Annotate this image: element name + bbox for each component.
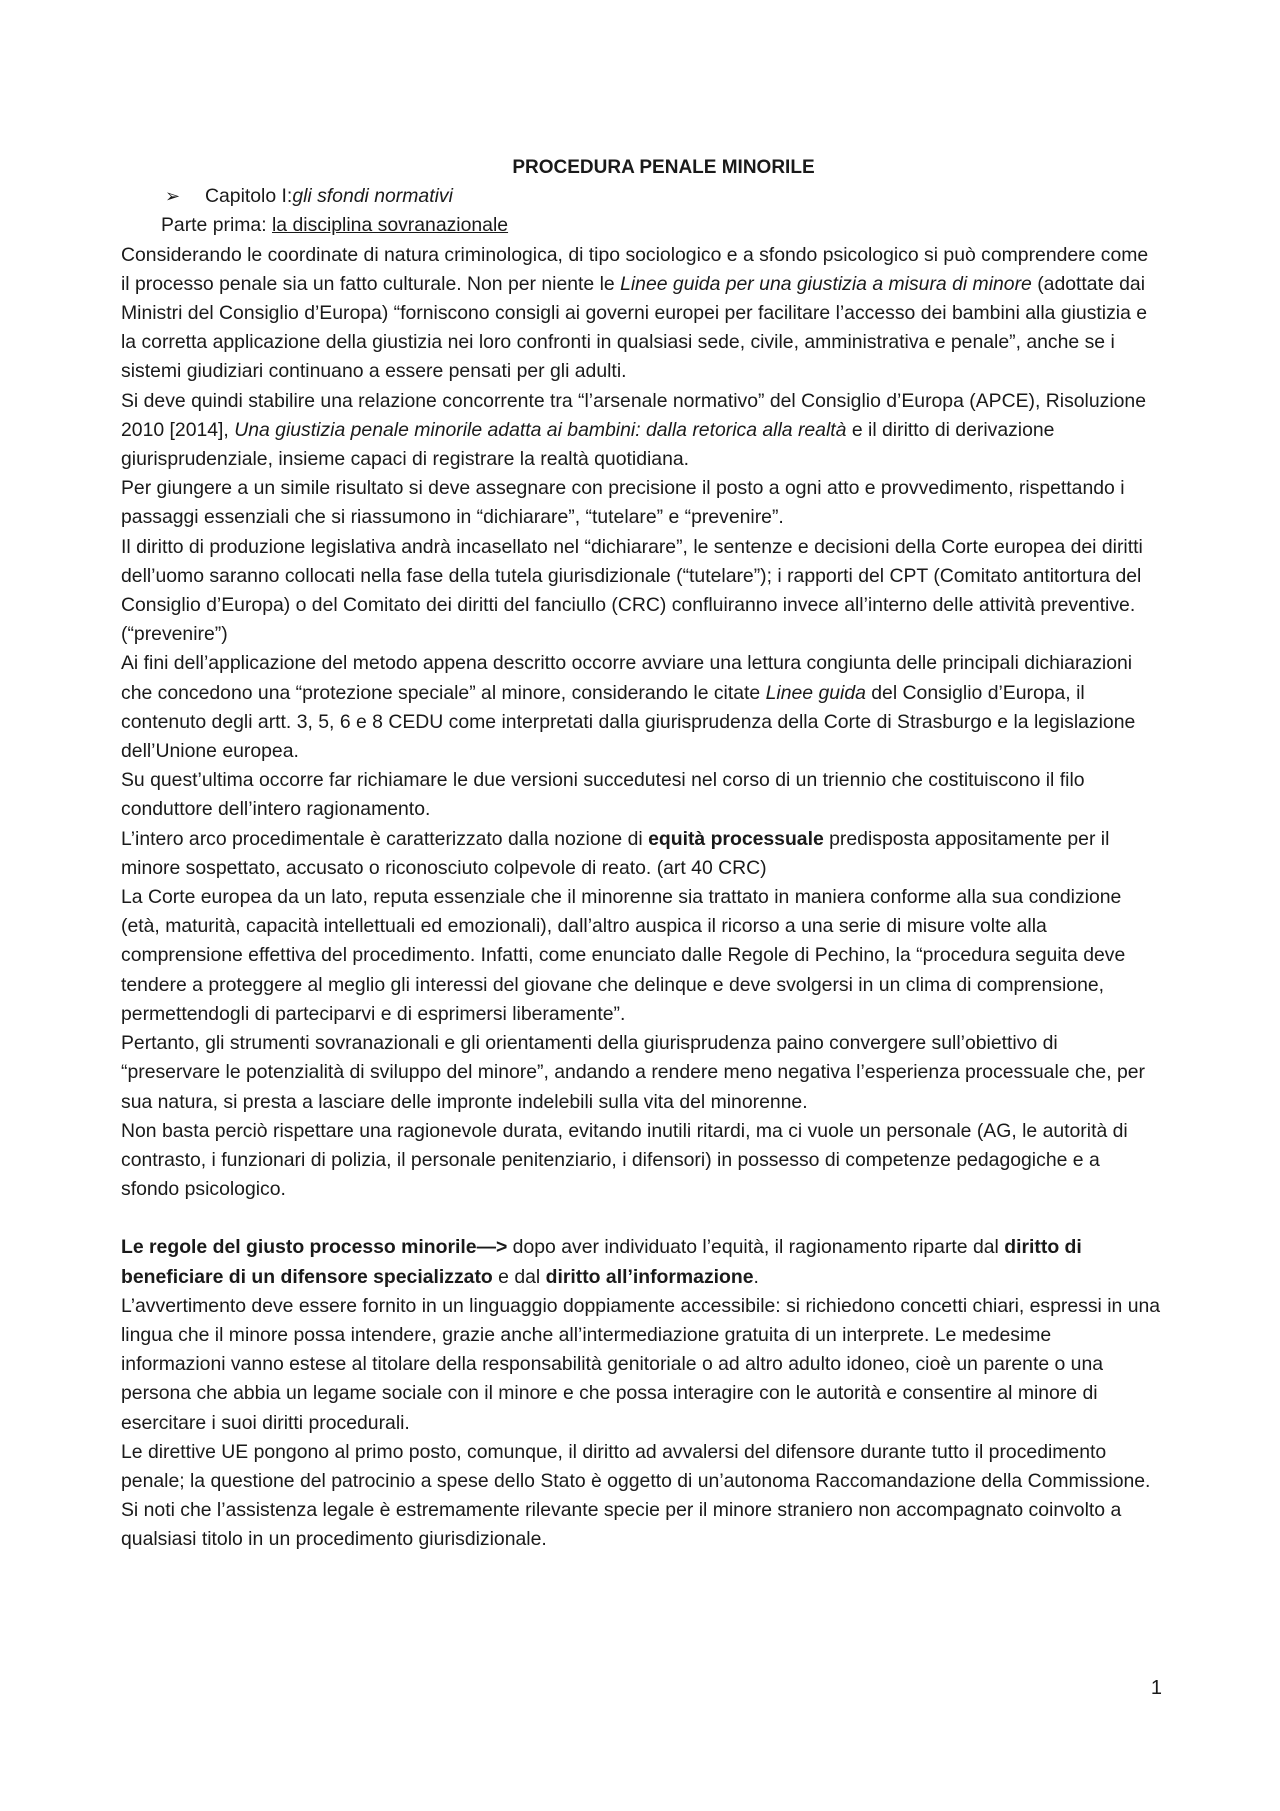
paragraph-text: e dal	[492, 1265, 546, 1288]
paragraph-4: Il diritto di produzione legislativa andrà incasellato nel “dichiarare”, le sentenze e decisioni della Corte europea dei diritti dell’uomo saranno collocati nella fase della tutela giurisdizionale (“tutelare”); i rapporti del CPT (Comitato antitortura del Consiglio d’Europa) o del Comitato dei diritti del fanciullo (CRC) confluiranno invece all’interno delle attività preventive. (“prevenire”)	[121, 535, 1143, 646]
page-number: 1	[1150, 1677, 1162, 1699]
paragraph-14: Si noti che l’assistenza legale è estremamente rilevante specie per il minore straniero non accompagnato coinvolto a qualsiasi titolo in un procedimento giurisdizionale.	[121, 1499, 1122, 1551]
paragraph-spacer	[121, 1204, 1161, 1233]
paragraph-6: Su quest’ultima occorre far richiamare le due versioni succedutesi nel corso di un triennio che costituiscono il filo conduttore dell’intero ragionamento.	[121, 769, 1085, 821]
bold-term: Le regole del giusto processo minorile—>	[121, 1236, 508, 1259]
paragraph-2	[121, 387, 1161, 475]
arrow-bullet-icon: ➢	[165, 186, 181, 207]
paragraph-text: del Consiglio d’Europa, il contenuto degli artt. 3, 5, 6 e 8 CEDU come interpretati dalla giurisprudenza della Corte di Strasburgo e la legislazione dell’Unione europea.	[121, 681, 1136, 763]
part-label: Parte prima:	[161, 214, 272, 237]
paragraph-text: .	[753, 1265, 759, 1288]
paragraph-11	[121, 1233, 1161, 1291]
bold-term: equità processuale	[648, 827, 824, 850]
paragraph-text: Considerando le coordinate di natura criminologica, di tipo sociologico e a sfondo psicologico si può comprendere come il processo penale sia un fatto culturale. Non per niente le	[121, 243, 1149, 295]
paragraph-1	[121, 241, 1161, 387]
document-title: PROCEDURA PENALE MINORILE	[512, 157, 815, 178]
paragraph-text: dopo aver individuato l’equità, il ragionamento riparte dal	[507, 1236, 1005, 1259]
paragraph-8: La Corte europea da un lato, reputa essenziale che il minorenne sia trattato in maniera conforme alla sua condizione (età, maturità, capacità intellettuali ed emozionali), dall’altro auspica il ricorso a una serie di misure volte alla comprensione effettiva del procedimento. Infatti, come enunciato dalle Regole di Pechino, la “procedura seguita deve tendere a proteggere al meglio gli interessi del giovane che delinque e deve svolgersi in un clima di comprensione, permettendogli di parteciparvi e di esprimersi liberamente”.	[121, 886, 1126, 1025]
paragraph-text: Si deve quindi stabilire una relazione concorrente tra “l’arsenale normativo” del Consiglio d’Europa (APCE), Risoluzione 2010 [2014],	[121, 389, 1146, 441]
italic-reference: Linee guida per una giustizia a misura di minore	[620, 272, 1032, 295]
chapter-subtitle: gli sfondi normativi	[292, 185, 453, 208]
bold-term: diritto di beneficiare di un difensore specializzato	[121, 1236, 1082, 1288]
document-body	[121, 153, 1161, 1555]
paragraph-5	[121, 649, 1161, 766]
paragraph-text: e il diritto di derivazione giurisprudenziale, insieme capaci di registrare la realtà quotidiana.	[121, 418, 1055, 471]
part-subtitle: la disciplina sovranazionale	[272, 214, 509, 237]
paragraph-text: Ai fini dell’applicazione del metodo appena descritto occorre avviare una lettura congiunta delle principali dichiarazioni che concedono una “protezione speciale” al minore, considerando le citate	[121, 652, 1133, 704]
paragraph-text: (adottate dai Ministri del Consiglio d’Europa) “forniscono consigli ai governi europei per facilitare l’accesso dei bambini alla giustizia e la corretta applicazione della giustizia nei loro confronti in qualsiasi sede, civile, amministrativa e penale”, anche se i sistemi giudiziari continuano a essere pensati per gli adulti.	[121, 272, 1148, 383]
paragraph-text: L’intero arco procedimentale è caratterizzato dalla nozione di	[121, 827, 649, 850]
paragraph-3: Per giungere a un simile risultato si deve assegnare con precisione il posto a ogni atto e provvedimento, rispettando i passaggi essenziali che si riassumono in “dichiarare”, “tutelare” e “prevenire”.	[121, 477, 1125, 529]
paragraph-13: Le direttive UE pongono al primo posto, comunque, il diritto ad avvalersi del difensore durante tutto il procedimento penale; la questione del patrocinio a spese dello Stato è oggetto di un’autonoma Raccomandazione della Commissione.	[121, 1440, 1151, 1492]
paragraph-9: Pertanto, gli strumenti sovranazionali e gli orientamenti della giurisprudenza paino convergere sull’obiettivo di “preservare le potenzialità di sviluppo del minore”, andando a rendere meno negativa l’esperienza processuale che, per sua natura, si presta a lasciare delle impronte indelebili sulla vita del minorenne.	[121, 1032, 1146, 1113]
paragraph-12: L’avvertimento deve essere fornito in un linguaggio doppiamente accessibile: si richiedono concetti chiari, espressi in una lingua che il minore possa intendere, grazie anche all’intermediazione gratuita di un interprete. Le medesime informazioni vanno estese al titolare della responsabilità genitoriale o ad altro adulto idoneo, cioè un parente o una persona che abbia un legame sociale con il minore e che possa interagire con le autorità e consentire al minore di esercitare i suoi diritti procedurali.	[121, 1294, 1161, 1434]
italic-reference: Linee guida	[765, 681, 866, 704]
part-heading	[121, 211, 1161, 240]
italic-reference: Una giustizia penale minorile adatta ai bambini: dalla retorica alla realtà	[234, 418, 847, 441]
paragraph-10: Non basta perciò rispettare una ragionevole durata, evitando inutili ritardi, ma ci vuole un personale (AG, le autorità di contrasto, i funzionari di polizia, il personale penitenziario, i difensori) in possesso di competenze pedagogiche e a sfondo psicologico.	[121, 1119, 1128, 1201]
chapter-heading	[121, 182, 1161, 211]
bold-term: diritto all’informazione	[545, 1265, 754, 1288]
paragraph-7	[121, 825, 1161, 883]
paragraph-text: predisposta appositamente per il minore sospettato, accusato o riconosciuto colpevole di reato. (art 40 CRC)	[121, 827, 1110, 879]
chapter-label: Capitolo I:	[205, 185, 293, 208]
